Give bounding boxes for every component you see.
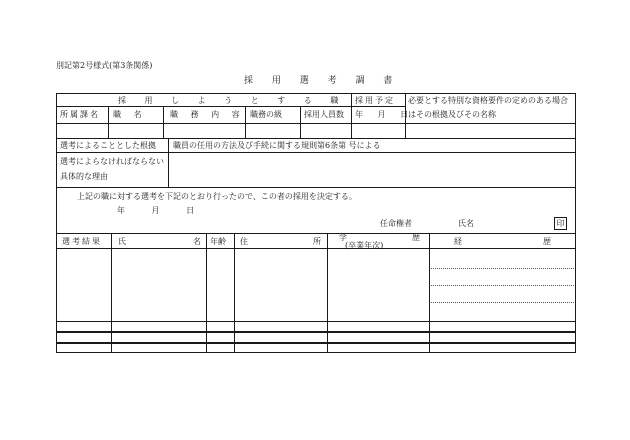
col-age: 年齢 [210, 237, 226, 246]
col-headcount: 採用人員数 [304, 110, 344, 119]
col-department: 所属課名 [60, 110, 100, 119]
planned-hire-label: 採用予定 [355, 96, 395, 105]
decision-date: 年 月 日 [117, 206, 207, 215]
seal-box: 印 [554, 217, 567, 230]
col-career-right: 歴 [543, 237, 551, 246]
col-edu-sub: (卒業年次) [345, 241, 384, 250]
col-edu-left: 学 [339, 233, 347, 242]
col-position: 職 名 [113, 110, 147, 119]
form-number-label: 別記第2号様式(第3条関係) [56, 61, 153, 70]
col-address-left: 住 [240, 237, 248, 246]
decision-statement: 上記の職に対する選考を下記のとおり行ったので、この者の採用を決定する。 [77, 192, 357, 201]
reason-label-line2: 具体的な理由 [60, 172, 108, 181]
col-duties: 職 務 内 容 [170, 110, 245, 119]
name-label: 氏名 [458, 219, 474, 228]
requirement-note-line1: 必要とする特別な資格要件の定めのある場合 [408, 96, 568, 105]
col-grade: 職務の級 [250, 110, 282, 119]
col-name-right: 名 [193, 237, 201, 246]
col-edu-right: 歴 [412, 233, 420, 242]
basis-text: 職員の任用の方法及び手続に関する規則第6条第 号による [173, 141, 381, 150]
job-header: 採 用 し よ う と す る 職 [118, 96, 347, 105]
document-title: 採 用 選 考 調 書 [244, 76, 401, 86]
col-name-left: 氏 [118, 237, 126, 246]
basis-label: 選考によることとした根拠 [60, 141, 156, 150]
col-career-left: 経 [454, 237, 462, 246]
col-address-right: 所 [313, 237, 321, 246]
planned-hire-date: 年 月 日 [355, 110, 415, 119]
requirement-note-line2: はその根拠及びその名称 [408, 110, 496, 119]
appointer-label: 任命権者 [380, 219, 412, 228]
col-result: 選考結果 [62, 237, 102, 246]
reason-label-line1: 選考によらなければならない [60, 157, 164, 166]
